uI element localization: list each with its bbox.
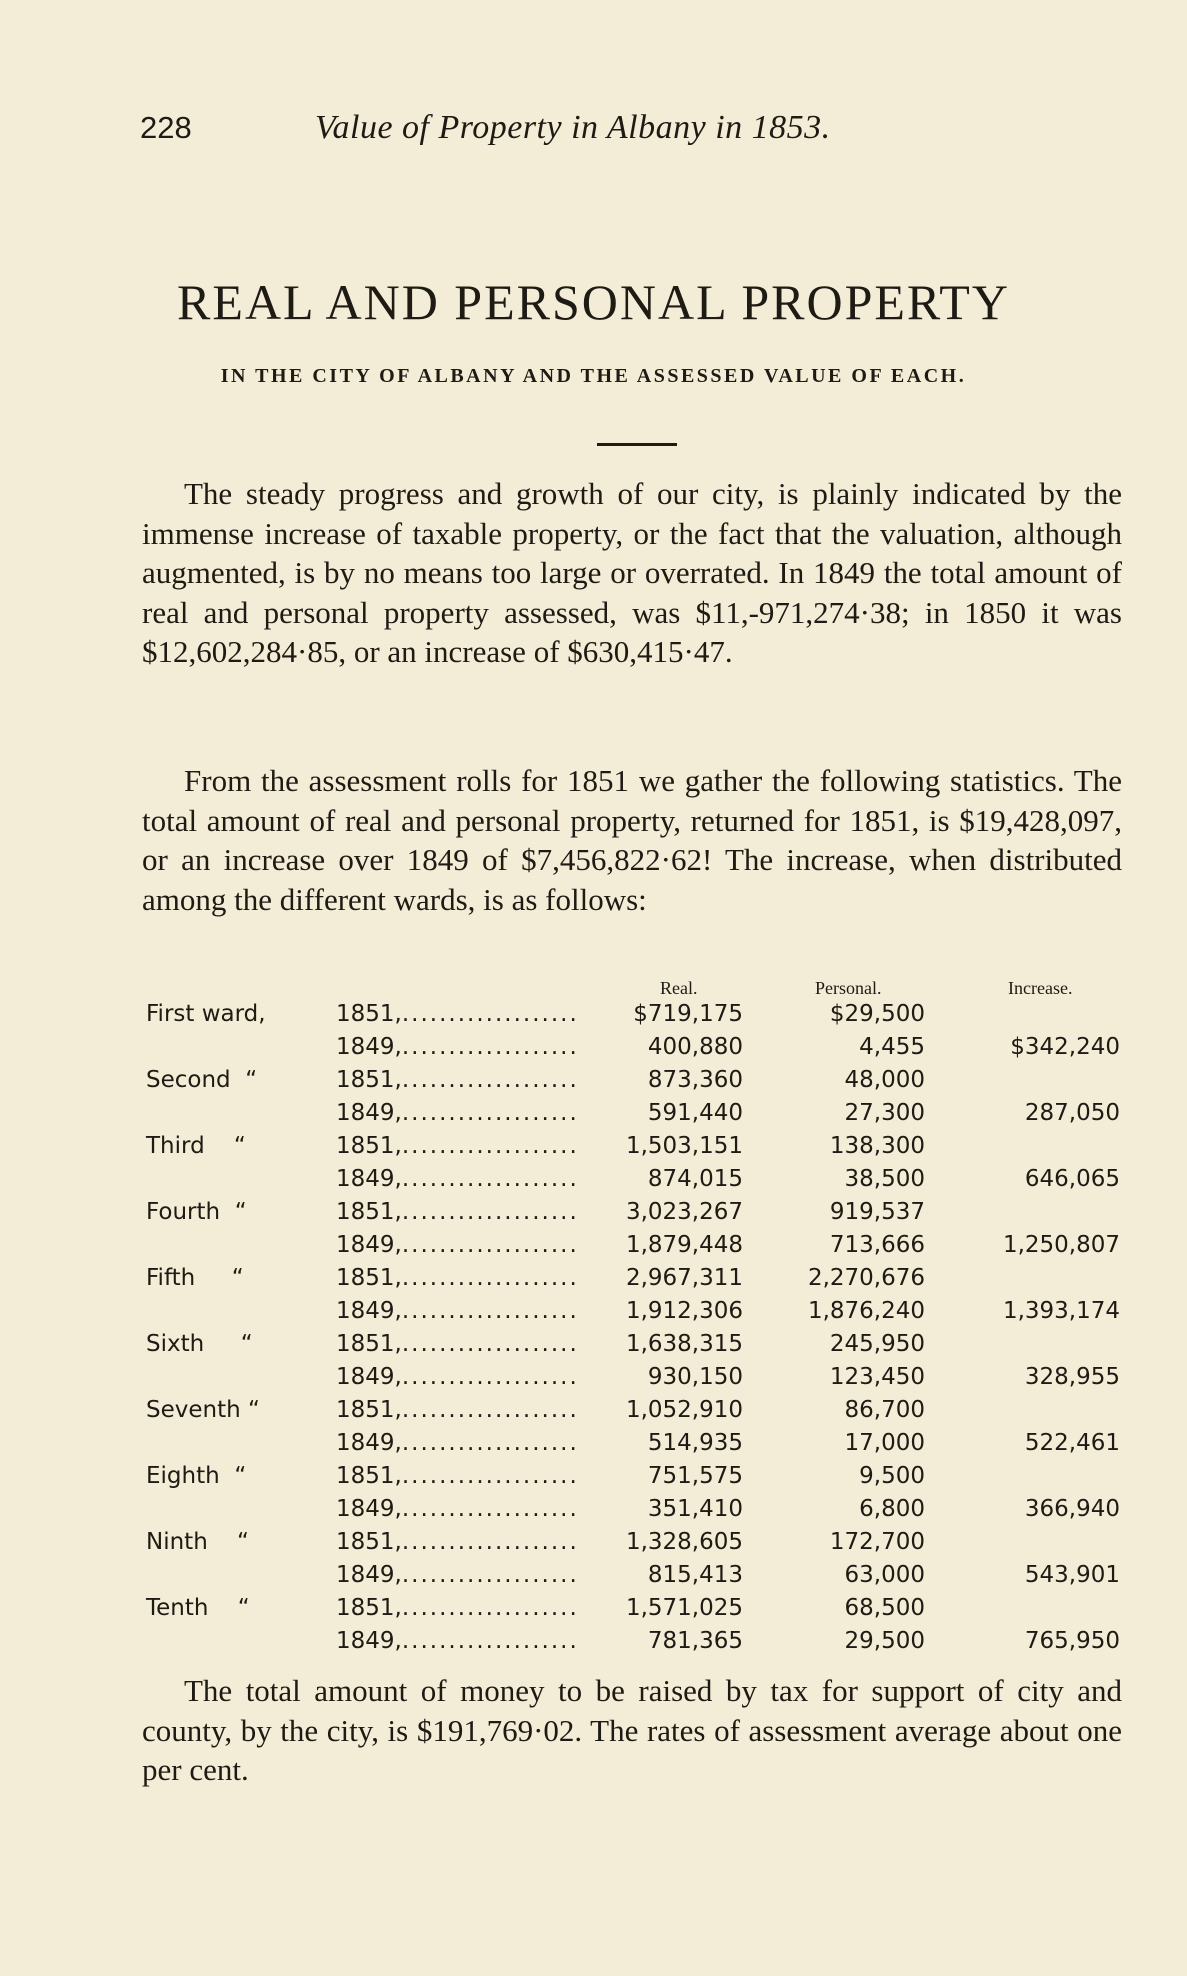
ward-cell: Fifth “ xyxy=(146,1265,244,1291)
year-cell: 1849, ..... xyxy=(336,1361,580,1394)
personal-cell: 38,500 xyxy=(844,1166,925,1192)
ward-cell: Second “ xyxy=(146,1067,258,1093)
increase-cell: 328,955 xyxy=(1024,1364,1120,1390)
table-row xyxy=(0,1064,1187,1097)
ward-cell: Third “ xyxy=(146,1133,246,1159)
year-cell: 1851, ..... xyxy=(336,1592,580,1625)
real-cell: 400,880 xyxy=(647,1034,743,1060)
paragraph-intro: The steady progress and growth of our city, is plainly indicated by the immense increase of taxable property, or the fact that the valuation, although augmented, is by no means too large or overrated. In 1849 the total amount of real and personal property assessed, was $11,-971,274·38; in 1850 it was $12,602,284·85, or an increase of $630,415·47. xyxy=(142,476,1122,669)
personal-cell: 713,666 xyxy=(829,1232,925,1258)
table-row xyxy=(0,1097,1187,1130)
real-cell: 591,440 xyxy=(647,1100,743,1126)
personal-cell: 919,537 xyxy=(829,1199,925,1225)
year-cell: 1849, ..... xyxy=(336,1625,580,1658)
header-increase: Increase. xyxy=(1008,978,1073,998)
increase-cell: $342,240 xyxy=(1010,1034,1120,1060)
personal-cell: 245,950 xyxy=(829,1331,925,1357)
year-cell: 1849, ..... xyxy=(336,1493,580,1526)
year-cell: 1851, ..... xyxy=(336,1262,580,1295)
personal-cell: $29,500 xyxy=(829,1001,925,1027)
year-cell: 1851, ..... xyxy=(336,1460,580,1493)
table-row xyxy=(0,1559,1187,1592)
ward-cell: Eighth “ xyxy=(146,1463,247,1489)
table-row xyxy=(0,1493,1187,1526)
personal-cell: 172,700 xyxy=(829,1529,925,1555)
year-cell: 1851, ..... xyxy=(336,1196,580,1229)
ward-cell: Tenth “ xyxy=(146,1595,250,1621)
real-cell: 2,967,311 xyxy=(625,1265,743,1291)
table-row xyxy=(0,1427,1187,1460)
personal-cell: 27,300 xyxy=(844,1100,925,1126)
personal-cell: 6,800 xyxy=(859,1496,925,1522)
table-row xyxy=(0,1625,1187,1658)
table-row xyxy=(0,998,1187,1031)
personal-cell: 86,700 xyxy=(844,1397,925,1423)
personal-cell: 63,000 xyxy=(844,1562,925,1588)
table-row xyxy=(0,1130,1187,1163)
real-cell: 930,150 xyxy=(647,1364,743,1390)
real-cell: 1,052,910 xyxy=(625,1397,743,1423)
real-cell: 781,365 xyxy=(647,1628,743,1654)
personal-cell: 48,000 xyxy=(844,1067,925,1093)
year-cell: 1849, ..... xyxy=(336,1097,580,1130)
real-cell: 1,503,151 xyxy=(625,1133,743,1159)
real-cell: 1,912,306 xyxy=(625,1298,743,1324)
personal-cell: 17,000 xyxy=(844,1430,925,1456)
ward-cell: Ninth “ xyxy=(146,1529,249,1555)
table-row xyxy=(0,1526,1187,1559)
table-row xyxy=(0,1295,1187,1328)
table-row xyxy=(0,1031,1187,1064)
ward-cell: Sixth “ xyxy=(146,1331,253,1357)
year-cell: 1851, ..... xyxy=(336,1526,580,1559)
personal-cell: 123,450 xyxy=(829,1364,925,1390)
personal-cell: 68,500 xyxy=(844,1595,925,1621)
year-cell: 1851, ..... xyxy=(336,1064,580,1097)
year-cell: 1851, ..... xyxy=(336,1394,580,1427)
increase-cell: 765,950 xyxy=(1024,1628,1120,1654)
ward-cell: Fourth “ xyxy=(146,1199,247,1225)
real-cell: 873,360 xyxy=(647,1067,743,1093)
real-cell: 751,575 xyxy=(647,1463,743,1489)
table-row xyxy=(0,1460,1187,1493)
real-cell: 874,015 xyxy=(647,1166,743,1192)
real-cell: 1,638,315 xyxy=(625,1331,743,1357)
table-row xyxy=(0,1361,1187,1394)
table-row xyxy=(0,1394,1187,1427)
real-cell: $719,175 xyxy=(633,1001,743,1027)
real-cell: 1,879,448 xyxy=(625,1232,743,1258)
running-title: Value of Property in Albany in 1853. xyxy=(315,109,831,146)
header-personal: Personal. xyxy=(815,978,882,998)
increase-cell: 287,050 xyxy=(1024,1100,1120,1126)
year-cell: 1849, ..... xyxy=(336,1427,580,1460)
increase-cell: 543,901 xyxy=(1024,1562,1120,1588)
year-cell: 1849, ..... xyxy=(336,1559,580,1592)
year-cell: 1849, ..... xyxy=(336,1295,580,1328)
increase-cell: 522,461 xyxy=(1024,1430,1120,1456)
real-cell: 1,328,605 xyxy=(625,1529,743,1555)
increase-cell: 366,940 xyxy=(1024,1496,1120,1522)
personal-cell: 2,270,676 xyxy=(807,1265,925,1291)
running-head xyxy=(140,104,1100,152)
personal-cell: 9,500 xyxy=(859,1463,925,1489)
page-number: 228 xyxy=(140,110,192,145)
real-cell: 3,023,267 xyxy=(625,1199,743,1225)
increase-cell: 1,393,174 xyxy=(1002,1298,1120,1324)
table-row xyxy=(0,1262,1187,1295)
personal-cell: 138,300 xyxy=(829,1133,925,1159)
personal-cell: 29,500 xyxy=(844,1628,925,1654)
section-subtitle: IN THE CITY OF ALBANY AND THE ASSESSED VALUE OF EACH. xyxy=(220,365,967,387)
table-row xyxy=(0,1328,1187,1361)
year-cell: 1851, ..... xyxy=(336,998,580,1031)
real-cell: 351,410 xyxy=(647,1496,743,1522)
ward-cell: First ward, xyxy=(146,1001,266,1027)
year-cell: 1849, ..... xyxy=(336,1031,580,1064)
real-cell: 514,935 xyxy=(647,1430,743,1456)
paragraph-statistics: From the assessment rolls for 1851 we gather the following statistics. The total amount of real and personal property, returned for 1851, is $19,428,097, or an increase over 1849 of $7,456,822·62! The increase, when distributed among the different wards, is as follows: xyxy=(142,763,1122,917)
year-cell: 1851, ..... xyxy=(336,1328,580,1361)
real-cell: 815,413 xyxy=(647,1562,743,1588)
increase-cell: 1,250,807 xyxy=(1002,1232,1120,1258)
personal-cell: 1,876,240 xyxy=(807,1298,925,1324)
table-row xyxy=(0,1229,1187,1262)
table-row xyxy=(0,1592,1187,1625)
year-cell: 1851, ..... xyxy=(336,1130,580,1163)
personal-cell: 4,455 xyxy=(859,1034,925,1060)
paragraph-tax: The total amount of money to be raised by tax for support of city and county, by the city, is $191,769·02. The rates of assessment average about one per cent. xyxy=(142,1673,1122,1787)
table-row xyxy=(0,1163,1187,1196)
ward-cell: Seventh “ xyxy=(146,1397,260,1423)
year-cell: 1849, ..... xyxy=(336,1229,580,1262)
year-cell: 1849, ..... xyxy=(336,1163,580,1196)
table-row xyxy=(0,1196,1187,1229)
section-title: REAL AND PERSONAL PROPERTY xyxy=(177,274,1010,330)
title-rule xyxy=(597,443,677,446)
real-cell: 1,571,025 xyxy=(625,1595,743,1621)
increase-cell: 646,065 xyxy=(1024,1166,1120,1192)
header-real: Real. xyxy=(660,978,698,998)
